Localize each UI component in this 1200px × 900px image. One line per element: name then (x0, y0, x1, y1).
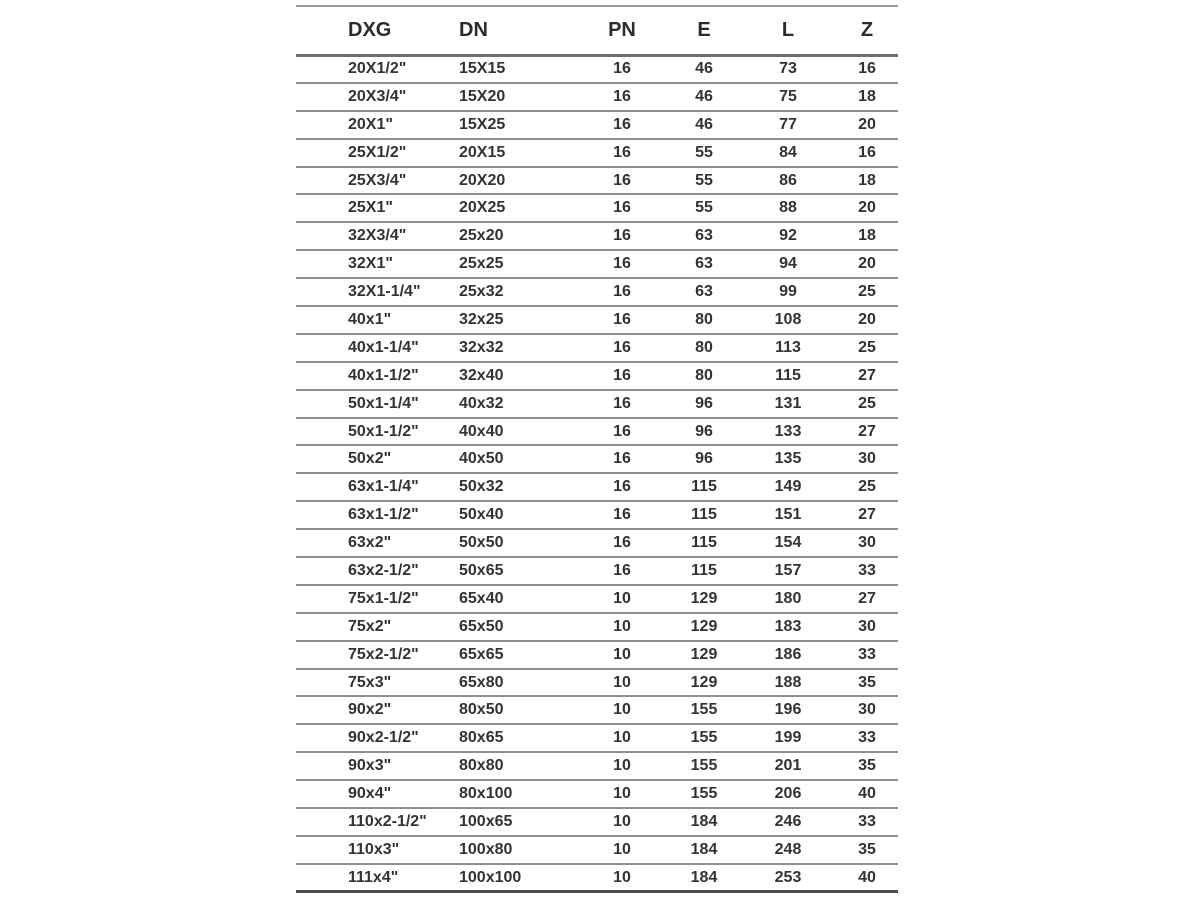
cell-pn: 16 (613, 422, 631, 440)
cell-l: 77 (779, 115, 797, 133)
cell-dxg: 32X1-1/4" (348, 283, 421, 301)
cell-z: 25 (858, 283, 876, 301)
cell-pn: 16 (613, 394, 631, 412)
cell-z: 35 (858, 673, 876, 691)
cell-pn: 16 (613, 561, 631, 579)
cell-e: 129 (690, 617, 718, 635)
cell-dxg: 63x2-1/2" (348, 561, 419, 579)
table-row (296, 529, 898, 557)
cell-l: 149 (774, 478, 802, 496)
cell-z: 20 (858, 310, 876, 328)
cell-pn: 10 (613, 701, 631, 719)
cell-l: 246 (774, 812, 802, 830)
cell-dn: 65x80 (459, 673, 504, 691)
cell-l: 86 (779, 171, 797, 189)
cell-pn: 10 (613, 645, 631, 663)
cell-dn: 50x50 (459, 534, 504, 552)
table-row (296, 780, 898, 808)
cell-dn: 40x32 (459, 394, 504, 412)
table-row (296, 306, 898, 334)
cell-dxg: 50x1-1/2" (348, 422, 419, 440)
cell-l: 201 (774, 757, 802, 775)
cell-z: 33 (858, 561, 876, 579)
column-header-dxg: DXG (348, 18, 392, 41)
cell-dxg: 20X1" (348, 115, 393, 133)
cell-e: 129 (690, 673, 718, 691)
cell-dxg: 25X1" (348, 199, 393, 217)
column-header-pn: PN (608, 18, 636, 41)
table-row (296, 445, 898, 473)
cell-pn: 16 (613, 171, 631, 189)
cell-pn: 16 (613, 199, 631, 217)
cell-e: 55 (695, 171, 713, 189)
cell-l: 186 (774, 645, 802, 663)
table-row (296, 194, 898, 222)
cell-l: 248 (774, 840, 802, 858)
table-row (296, 418, 898, 446)
cell-dxg: 75x1-1/2" (348, 589, 419, 607)
cell-z: 25 (858, 338, 876, 356)
cell-dn: 32x25 (459, 310, 504, 328)
cell-z: 27 (858, 366, 876, 384)
cell-z: 40 (858, 785, 876, 803)
cell-dxg: 110x3" (348, 840, 400, 858)
cell-dxg: 25X1/2" (348, 143, 407, 161)
cell-pn: 16 (613, 115, 631, 133)
cell-e: 63 (695, 255, 713, 273)
cell-dn: 80x80 (459, 757, 504, 775)
cell-dxg: 50x1-1/4" (348, 394, 419, 412)
cell-l: 92 (779, 227, 797, 245)
cell-z: 27 (858, 422, 876, 440)
cell-dxg: 32X3/4" (348, 227, 407, 245)
table-row (296, 334, 898, 362)
cell-pn: 10 (613, 785, 631, 803)
cell-dxg: 110x2-1/2" (348, 812, 427, 830)
cell-dxg: 63x2" (348, 534, 392, 552)
cell-l: 75 (779, 87, 797, 105)
cell-dxg: 20X1/2" (348, 60, 407, 78)
cell-pn: 16 (613, 227, 631, 245)
cell-z: 33 (858, 645, 876, 663)
cell-z: 25 (858, 394, 876, 412)
cell-z: 40 (858, 868, 876, 886)
cell-z: 30 (858, 450, 876, 468)
cell-dn: 40x40 (459, 422, 504, 440)
cell-e: 55 (695, 143, 713, 161)
cell-z: 25 (858, 478, 876, 496)
cell-l: 154 (774, 534, 802, 552)
table-body (296, 55, 898, 892)
cell-e: 80 (695, 310, 713, 328)
cell-dxg: 63x1-1/2" (348, 506, 419, 524)
cell-dn: 32x40 (459, 366, 504, 384)
cell-l: 133 (774, 422, 802, 440)
cell-pn: 10 (613, 673, 631, 691)
cell-dn: 40x50 (459, 450, 504, 468)
cell-dn: 20X20 (459, 171, 506, 189)
column-header-l: L (781, 18, 795, 41)
cell-e: 155 (690, 785, 718, 803)
cell-pn: 10 (613, 840, 631, 858)
cell-e: 96 (695, 450, 713, 468)
cell-z: 27 (858, 589, 876, 607)
cell-l: 135 (774, 450, 802, 468)
table-row (296, 501, 898, 529)
cell-dxg: 40x1" (348, 310, 392, 328)
cell-dxg: 63x1-1/4" (348, 478, 419, 496)
cell-l: 84 (779, 143, 797, 161)
cell-l: 73 (779, 60, 797, 78)
cell-e: 184 (690, 868, 718, 886)
cell-l: 253 (774, 868, 802, 886)
table-row (296, 641, 898, 669)
cell-l: 180 (774, 589, 802, 607)
cell-l: 113 (775, 338, 801, 356)
cell-z: 30 (858, 534, 876, 552)
cell-e: 155 (690, 701, 718, 719)
cell-dxg: 90x2-1/2" (348, 729, 419, 747)
cell-z: 18 (858, 171, 876, 189)
cell-pn: 16 (613, 506, 631, 524)
cell-e: 96 (695, 394, 713, 412)
cell-l: 151 (774, 506, 802, 524)
cell-z: 30 (858, 617, 876, 635)
cell-dn: 32x32 (459, 338, 504, 356)
cell-dn: 100x65 (459, 812, 513, 830)
cell-dn: 80x65 (459, 729, 504, 747)
cell-e: 46 (695, 115, 713, 133)
cell-l: 131 (774, 394, 802, 412)
cell-z: 35 (858, 757, 876, 775)
cell-pn: 16 (613, 478, 631, 496)
cell-e: 129 (690, 589, 718, 607)
cell-e: 115 (691, 534, 717, 552)
cell-l: 99 (779, 283, 797, 301)
cell-z: 20 (858, 255, 876, 273)
cell-z: 35 (858, 840, 876, 858)
header-row (296, 6, 898, 55)
cell-e: 46 (695, 87, 713, 105)
cell-dn: 80x50 (459, 701, 504, 719)
cell-dxg: 75x2" (348, 617, 392, 635)
cell-l: 94 (779, 255, 797, 273)
cell-dn: 25x20 (459, 227, 504, 245)
cell-dxg: 90x3" (348, 757, 392, 775)
table-row (296, 669, 898, 697)
cell-dxg: 75x2-1/2" (348, 645, 419, 663)
cell-pn: 10 (613, 757, 631, 775)
table-row (296, 696, 898, 724)
cell-dxg: 40x1-1/2" (348, 366, 419, 384)
table-row (296, 250, 898, 278)
cell-dn: 65x40 (459, 589, 504, 607)
cell-e: 115 (691, 478, 717, 496)
cell-dn: 50x65 (459, 561, 504, 579)
cell-l: 183 (774, 617, 802, 635)
cell-z: 33 (858, 812, 876, 830)
column-header-dn: DN (459, 18, 488, 41)
table-row (296, 55, 898, 83)
table-row (296, 836, 898, 864)
table-row (296, 473, 898, 501)
cell-pn: 10 (613, 729, 631, 747)
cell-dn: 15X25 (459, 115, 506, 133)
cell-e: 80 (695, 338, 713, 356)
table-row (296, 222, 898, 250)
cell-dxg: 40x1-1/4" (348, 338, 419, 356)
dimensions-spec-table (296, 5, 898, 893)
cell-dxg: 111x4" (348, 868, 399, 886)
cell-l: 196 (774, 701, 802, 719)
table-row (296, 139, 898, 167)
table-row (296, 585, 898, 613)
table-row (296, 557, 898, 585)
cell-l: 157 (774, 561, 802, 579)
cell-pn: 16 (613, 310, 631, 328)
cell-e: 55 (695, 199, 713, 217)
cell-l: 206 (774, 785, 802, 803)
cell-e: 129 (690, 645, 718, 663)
cell-pn: 16 (613, 143, 631, 161)
cell-dn: 100x100 (459, 868, 522, 886)
cell-dxg: 32X1" (348, 255, 393, 273)
cell-pn: 16 (613, 450, 631, 468)
cell-dn: 65x65 (459, 645, 504, 663)
cell-z: 33 (858, 729, 876, 747)
cell-pn: 16 (613, 87, 631, 105)
cell-l: 199 (774, 729, 802, 747)
cell-z: 18 (858, 227, 876, 245)
table-row (296, 167, 898, 195)
cell-dxg: 50x2" (348, 450, 392, 468)
table-header (296, 6, 898, 55)
table-row (296, 111, 898, 139)
cell-l: 108 (774, 310, 802, 328)
cell-dxg: 90x4" (348, 785, 392, 803)
cell-pn: 10 (613, 589, 631, 607)
cell-l: 115 (775, 366, 801, 384)
cell-e: 184 (690, 812, 718, 830)
cell-e: 96 (695, 422, 713, 440)
cell-l: 188 (774, 673, 802, 691)
cell-dn: 15X20 (459, 87, 506, 105)
cell-e: 63 (695, 227, 713, 245)
cell-e: 184 (690, 840, 718, 858)
cell-dxg: 75x3" (348, 673, 392, 691)
cell-dn: 80x100 (459, 785, 513, 803)
cell-z: 16 (858, 60, 876, 78)
cell-e: 115 (691, 506, 717, 524)
table-row (296, 808, 898, 836)
cell-e: 46 (695, 60, 713, 78)
cell-pn: 16 (613, 60, 631, 78)
cell-pn: 10 (613, 868, 631, 886)
cell-l: 88 (779, 199, 797, 217)
cell-z: 27 (858, 506, 876, 524)
cell-dn: 50x32 (459, 478, 504, 496)
table-row (296, 390, 898, 418)
cell-pn: 16 (613, 534, 631, 552)
cell-e: 115 (691, 561, 717, 579)
cell-z: 18 (858, 87, 876, 105)
cell-dn: 20X25 (459, 199, 506, 217)
cell-z: 16 (858, 143, 876, 161)
cell-pn: 16 (613, 283, 631, 301)
cell-e: 155 (690, 757, 718, 775)
cell-z: 30 (858, 701, 876, 719)
cell-dn: 20X15 (459, 143, 506, 161)
cell-dxg: 20X3/4" (348, 87, 407, 105)
cell-dn: 25x25 (459, 255, 504, 273)
table-row (296, 83, 898, 111)
cell-z: 20 (858, 199, 876, 217)
table-row (296, 362, 898, 390)
cell-dn: 50x40 (459, 506, 504, 524)
cell-dn: 25x32 (459, 283, 504, 301)
table-row (296, 724, 898, 752)
cell-dn: 15X15 (459, 60, 506, 78)
table-row (296, 613, 898, 641)
cell-dxg: 25X3/4" (348, 171, 407, 189)
cell-z: 20 (858, 115, 876, 133)
table-row (296, 864, 898, 892)
cell-pn: 16 (613, 255, 631, 273)
cell-pn: 10 (613, 617, 631, 635)
column-header-z: Z (860, 18, 874, 41)
cell-e: 80 (695, 366, 713, 384)
table-row (296, 752, 898, 780)
cell-dn: 65x50 (459, 617, 504, 635)
cell-dxg: 90x2" (348, 701, 392, 719)
cell-dn: 100x80 (459, 840, 513, 858)
table-row (296, 278, 898, 306)
column-header-e: E (697, 18, 711, 41)
cell-pn: 16 (613, 338, 631, 356)
cell-pn: 16 (613, 366, 631, 384)
cell-pn: 10 (613, 812, 631, 830)
cell-e: 155 (690, 729, 718, 747)
cell-e: 63 (695, 283, 713, 301)
